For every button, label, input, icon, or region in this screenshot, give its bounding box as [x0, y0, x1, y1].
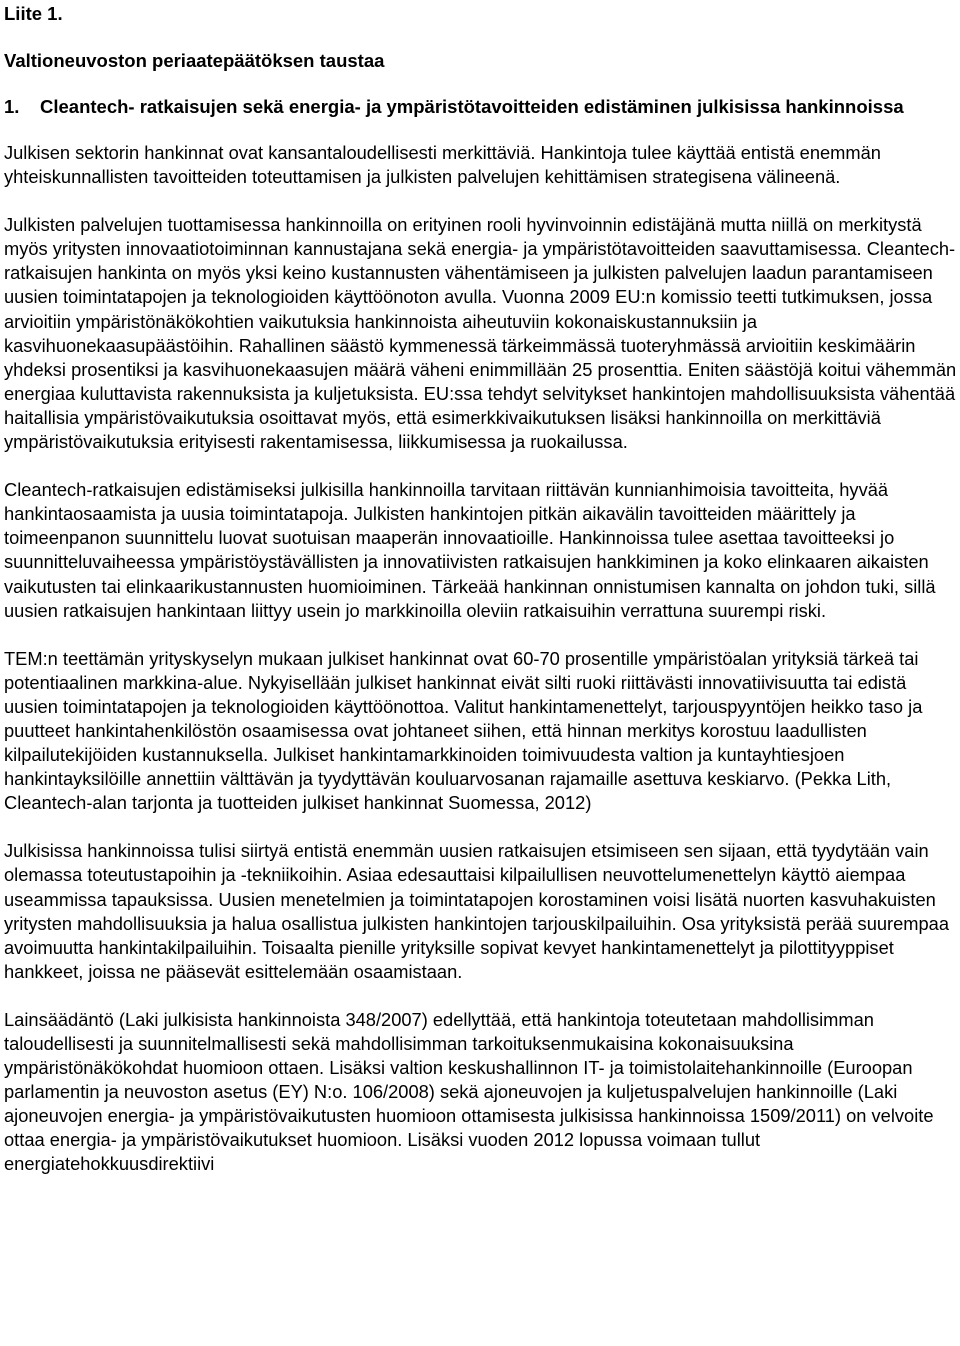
paragraph-6: Lainsäädäntö (Laki julkisista hankinnoista 348/2007) edellyttää, että hankintoja toteutetaan mahdollisimman taloudellisesti ja suunnitelmallisesti sekä mahdollisimman tarkoituksenmukaisina kokonaisuuksina ympäristönäkökohdat huomioon ottaen. Lisäksi valtion keskushallinnon IT- ja toimistolaitehankinnoille (Euroopan parlamentin ja neuvoston asetus (EY) N:o. 106/2008) sekä ajoneuvojen ja kuljetuspalvelujen hankinnoille (Laki ajoneuvojen energia- ja ympäristövaikutusten huomioon ottamisesta julkisissa hankinnoissa 1509/2011) on velvoite ottaa energia- ja ympäristövaikutukset huomioon. Lisäksi vuoden 2012 lopussa voimaan tullut energiatehokkuusdirektiivi	[4, 1008, 934, 1175]
document-title: Valtioneuvoston periaatepäätöksen taustaa	[4, 50, 385, 71]
paragraph-2: Julkisten palvelujen tuottamisessa hankinnoilla on erityinen rooli hyvinvoinnin edistäjänä mutta niillä on merkitystä myös yritysten innovaatiotoiminnan kannustajana sekä energia- ja ympäristötavoitteiden saavuttamisessa. Cleantech-ratkaisujen hankinta on myös yksi keino kustannusten vähentämiseen ja julkisten palvelujen laadun parantamiseen uusien toimintatapojen ja teknologioiden käyttöönoton avulla. Vuonna 2009 EU:n komissio teetti tutkimuksen, jossa arvioitiin ympäristönäkökohtien vaikutuksia hankinnoista aiheutuviin kokonaiskustannuksiin ja kasvihuonekaasupäästöihin. Rahallinen säästö kymmenessä tärkeimmässä tuoteryhmässä arvioitiin keskimäärin yhdeksi prosentiksi ja kasvihuonekaasujen määrä väheni enimmillään 25 prosenttia. Eniten säästöjä koitui vähemmän energiaa kuluttavista rakennuksista ja kuljetuksista. EU:ssa tehdyt selvitykset hankintojen mahdollisuuksista vähentää haitallisia ympäristövaikutuksia osoittavat myös, että esimerkkivaikutuksen lisäksi hankinnoilla on merkittäviä ympäristövaikutuksia erityisesti rakentamisessa, liikkumisessa ja ruokailussa.	[4, 214, 957, 453]
paragraph-5: Julkisissa hankinnoissa tulisi siirtyä entistä enemmän uusien ratkaisujen etsimiseen sen sijaan, että tyydytään vain olemassa toteutustapoihin ja -tekniikoihin. Asiaa edesauttaisi kilpailullisen neuvottelumenettelyn käyttö aiempaa useammissa tapauksissa. Uusien menetelmien ja toimintatapojen korostaminen voisi lisätä nuorten kasvuhakuisten yritysten mahdollisuuksia ja halua osallistua julkisten hankintojen tarjouskilpailuihin. Osa yrityksistä perää suurempaa avoimuutta hankintakilpailuihin. Toisaalta pienille yrityksille sopivat kevyet hankintamenettelyt ja pilottityyppiset hankkeet, joissa ne pääsevät esittelemään osaamistaan.	[4, 840, 950, 982]
paragraph-4: TEM:n teettämän yrityskyselyn mukaan julkiset hankinnat ovat 60-70 prosentille ympäristöalan yrityksiä tärkeä tai potentiaalinen markkina-alue. Nykyisellään julkiset hankinnat eivät silti ruoki riittävästi innovatiivisuutta tai edistä uusien toimintatapojen ja teknologioiden käyttöönottoa. Valitut hankintamenettelyt, tarjouspyyntöjen heikko taso ja puutteet hankintahenkilöstön osaamisessa ovat johtaneet siihen, että hinnan merkitys korostuu laadullisten kilpailutekijöiden kustannuksella. Julkiset hankintamarkkinoiden toimivuudesta valtion ja kuntayhtiesjoen hankintayksilöille annettiin välttävän ja tyydyttävän kouluarvosanan rajamaille asettuva keskiarvo. (Pekka Lith, Cleantech-alan tarjonta ja tuotteiden julkiset hankinnat Suomessa, 2012)	[4, 647, 923, 814]
paragraph-1: Julkisen sektorin hankinnat ovat kansantaloudellisesti merkittäviä. Hankintoja tulee käyttää entistä enemmän yhteiskunnallisten tavoitteiden toteuttamisen ja julkisten palvelujen kehittämisen strategisena välineenä.	[4, 142, 881, 188]
section-heading-text: Cleantech- ratkaisujen sekä energia- ja ympäristötavoitteiden edistäminen julkisissa hankinnoissa	[40, 96, 904, 117]
document-page	[4, 0, 958, 1177]
section-number: 1.	[4, 96, 20, 117]
section-heading	[4, 95, 958, 119]
paragraph-3: Cleantech-ratkaisujen edistämiseksi julkisilla hankinnoilla tarvitaan riittävän kunnianhimoisia tavoitteita, hyvää hankintaosaamista ja uusia toimintatapoja. Julkisten hankintojen pitkän aikavälin tavoitteiden määrittely ja toimeenpanon suunnittelu luovat suotuisan maaperän innovaatioille. Hankinnoissa tulee asettaa tavoitteeksi jo suunnitteluvaiheessa ympäristöystävällisten ja innovatiivisten ratkaisujen hankkiminen ja koko elinkaaren aikaisten vaikutusten tai elinkaarikustannusten huomioiminen. Tärkeää hankinnan onnistumisen kannalta on johdon tuki, sillä uusien ratkaisujen hankintaan liittyy usein jo markkinoilla oleviin ratkaisuihin verrattuna suurempi riski.	[4, 479, 936, 621]
appendix-label: Liite 1.	[4, 3, 63, 24]
